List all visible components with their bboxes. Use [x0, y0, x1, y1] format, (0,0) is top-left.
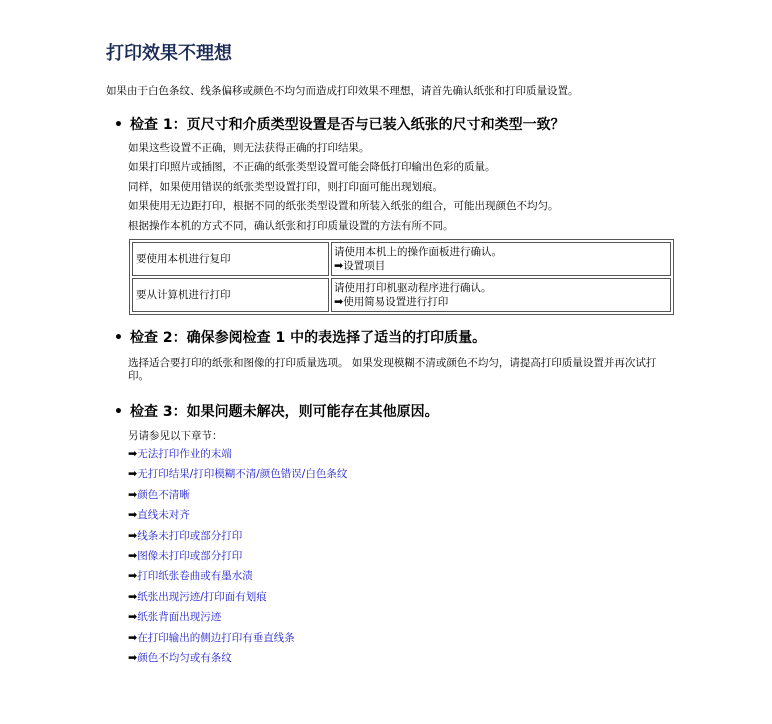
instruction-text: 请使用打印机驱动程序进行确认。 [334, 281, 492, 294]
arrow-right-icon: ➡ [128, 651, 138, 665]
related-link[interactable]: 颜色不均匀或有条纹 [137, 652, 232, 665]
list-item[interactable] [128, 607, 347, 627]
related-link[interactable]: 直线未对齐 [137, 509, 190, 522]
bullet-icon: • [114, 117, 123, 133]
arrow-right-icon: ➡ [128, 508, 138, 522]
instruction-link-row[interactable] [334, 295, 668, 309]
list-item[interactable] [128, 444, 347, 464]
arrow-right-icon: ➡ [128, 589, 138, 603]
table-row [132, 242, 671, 276]
arrow-right-icon: ➡ [128, 447, 138, 460]
arrow-right-icon: ➡ [128, 549, 138, 563]
arrow-right-icon: ➡ [128, 528, 138, 542]
arrow-right-icon: ➡ [334, 258, 344, 272]
settings-table [129, 239, 674, 315]
list-item[interactable] [128, 648, 347, 668]
related-link[interactable]: 打印纸张卷曲或有墨水渍 [137, 570, 253, 583]
table-cell-method: 要从计算机进行打印 [132, 278, 329, 312]
check2-heading-text: 检查 2：确保参阅检查 1 中的表选择了适当的打印质量。 [130, 330, 487, 346]
arrow-right-icon: ➡ [128, 487, 138, 501]
arrow-right-icon: ➡ [128, 569, 138, 583]
list-item[interactable] [128, 505, 347, 525]
check2-text: 选择适合要打印的纸张和图像的打印质量选项。 如果发现模糊不清或颜色不均匀，请提高打印质量设置并再次试打印。 [128, 357, 657, 382]
arrow-right-icon: ➡ [334, 294, 344, 308]
related-link[interactable]: 无法打印作业的末端 [137, 448, 232, 460]
check1-line: 如果使用无边距打印，根据不同的纸张类型设置和所装入纸张的组合，可能出现颜色不均匀。 [128, 200, 559, 212]
check1-line: 如果这些设置不正确，则无法获得正确的打印结果。 [128, 142, 370, 154]
related-link[interactable]: 在打印输出的侧边打印有垂直线条 [137, 631, 295, 644]
list-item[interactable] [128, 546, 347, 566]
related-link[interactable]: 线条未打印或部分打印 [137, 529, 243, 542]
arrow-right-icon: ➡ [128, 467, 138, 481]
related-link[interactable]: 纸张背面出现污迹 [137, 611, 222, 624]
check2-heading [114, 328, 486, 348]
table-cell-instruction [331, 242, 671, 276]
related-link[interactable]: 纸张出现污迹/打印面有划痕 [137, 590, 267, 603]
bullet-icon: • [114, 330, 123, 346]
easy-setup-print-link[interactable]: 使用简易设置进行打印 [343, 295, 449, 308]
related-link[interactable]: 无打印结果/打印模糊不清/颜色错误/白色条纹 [137, 468, 348, 481]
related-links-list [128, 444, 347, 668]
instruction-link-row[interactable] [334, 259, 668, 273]
list-item[interactable] [128, 464, 347, 484]
table-cell-method: 要使用本机进行复印 [132, 242, 329, 276]
intro-text: 如果由于白色条纹、线条偏移或颜色不均匀而造成打印效果不理想，请首先确认纸张和打印质量设置。 [106, 85, 579, 97]
related-link[interactable]: 图像未打印或部分打印 [137, 550, 243, 563]
list-item[interactable] [128, 485, 347, 505]
check3-heading [114, 402, 439, 422]
related-link[interactable]: 颜色不清晰 [137, 488, 190, 501]
arrow-right-icon: ➡ [128, 610, 138, 624]
list-item[interactable] [128, 587, 347, 607]
page-title: 打印效果不理想 [106, 43, 232, 64]
table-row [132, 278, 671, 312]
settings-items-link[interactable]: 设置项目 [343, 259, 386, 272]
check1-line: 根据操作本机的方式不同，确认纸张和打印质量设置的方法有所不同。 [128, 220, 454, 232]
check1-heading [114, 115, 565, 135]
arrow-right-icon: ➡ [128, 630, 138, 644]
check3-lead: 另请参见以下章节： [128, 430, 223, 442]
check1-line: 同样，如果使用错误的纸张类型设置打印，则打印面可能出现划痕。 [128, 181, 443, 193]
check1-line: 如果打印照片或插图，不正确的纸张类型设置可能会降低打印输出色彩的质量。 [128, 161, 496, 173]
list-item[interactable] [128, 628, 347, 648]
instruction-text: 请使用本机上的操作面板进行确认。 [334, 245, 502, 258]
bullet-icon: • [114, 404, 123, 420]
list-item[interactable] [128, 526, 347, 546]
list-item[interactable] [128, 566, 347, 586]
table-cell-instruction [331, 278, 671, 312]
check3-heading-text: 检查 3：如果问题未解决，则可能存在其他原因。 [130, 404, 439, 420]
check1-heading-text: 检查 1：页尺寸和介质类型设置是否与已装入纸张的尺寸和类型一致？ [130, 117, 565, 133]
